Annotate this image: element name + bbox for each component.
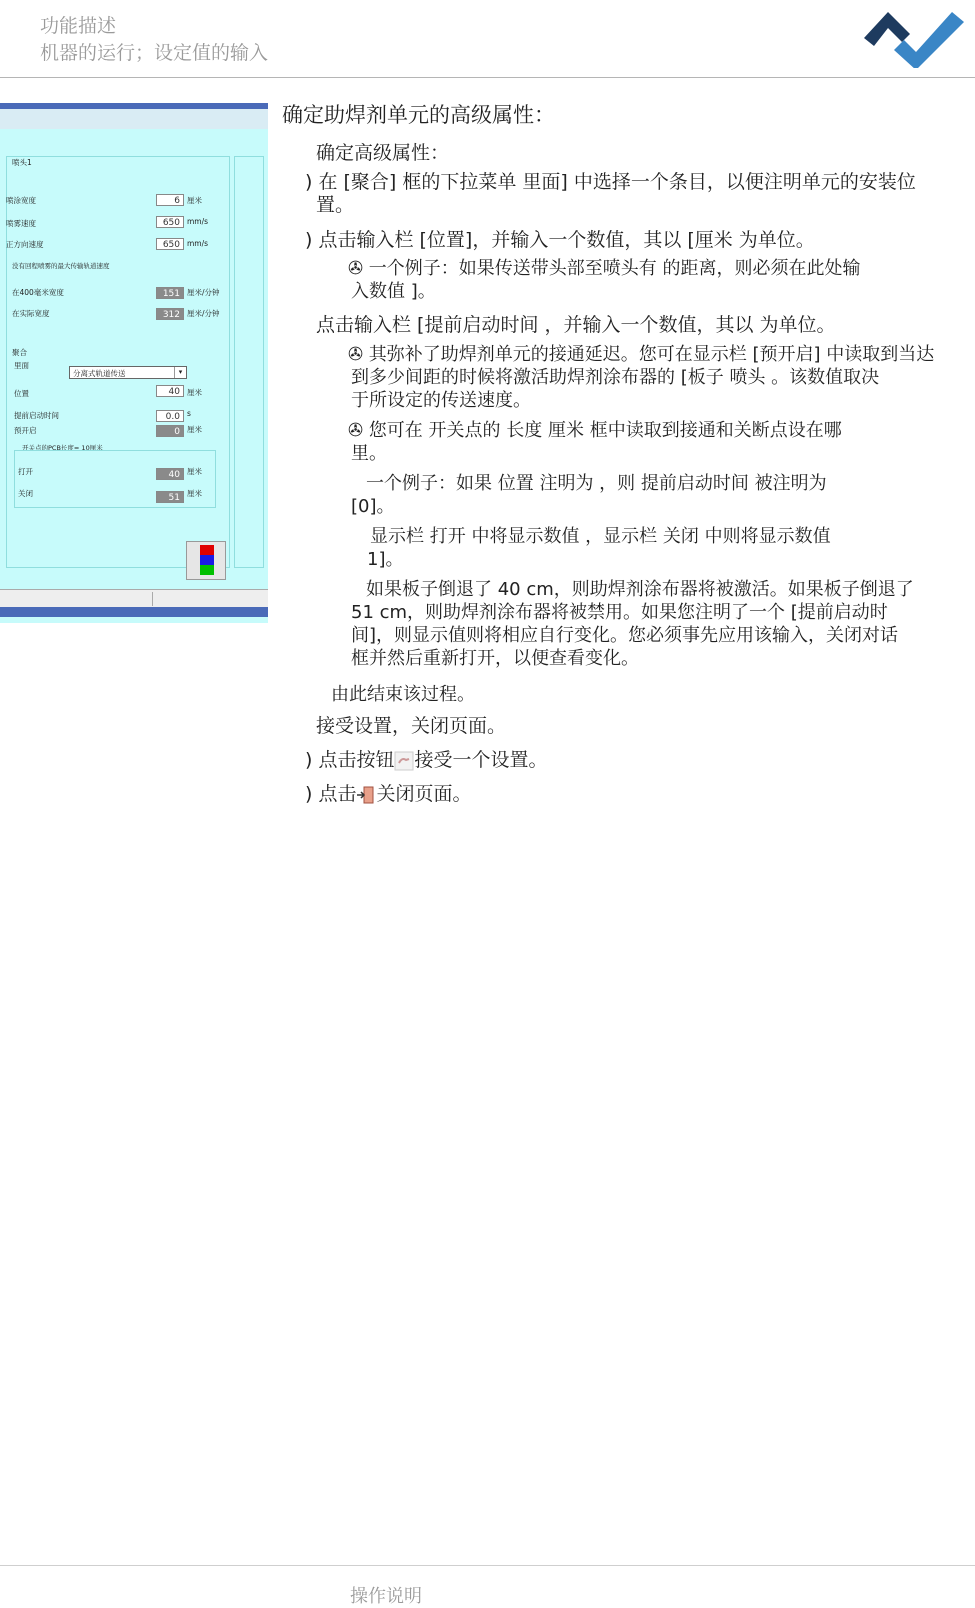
- blue-indicator: [200, 555, 214, 565]
- color-indicator-button[interactable]: [186, 541, 226, 580]
- close-unit: 厘米: [187, 489, 202, 498]
- preopen-value: 0: [156, 425, 184, 437]
- close-value: 51: [156, 491, 184, 503]
- close-label: 关闭: [18, 489, 33, 498]
- preopen-time-input[interactable]: 0.0: [156, 410, 184, 422]
- step-close-prefix: ) 点击: [305, 783, 357, 805]
- step-accept-prefix: ) 点击按钮: [305, 749, 395, 771]
- preopen-label: 预开启: [14, 426, 37, 435]
- step-1-line-1: ) 在 [聚合] 框的下拉菜单 里面] 中选择一个条目，以便注明单元的安装位: [305, 171, 916, 193]
- cross-speed-unit: mm/s: [187, 239, 209, 248]
- preopen-time-unit: s: [187, 409, 191, 418]
- open-value: 40: [156, 468, 184, 480]
- switch-point-label: 开关点的PCB长度= 10厘米: [22, 444, 103, 452]
- spray-width-input[interactable]: 6: [156, 194, 184, 206]
- max-speed-label: 没有回程喷雾的最大传输轨道速度: [12, 262, 110, 270]
- position-unit: 厘米: [187, 388, 202, 397]
- accept-hand-icon[interactable]: [394, 751, 414, 771]
- example-line-2: [0]。: [351, 496, 395, 517]
- merge-dropdown-value: 分离式轨道传送: [73, 369, 126, 378]
- position-label: 位置: [14, 389, 29, 398]
- merge-dropdown[interactable]: [69, 366, 187, 379]
- note-1-line-1: ✇ 一个例子：如果传送带头部至喷头有 的距离，则必须在此处输: [348, 258, 861, 279]
- display-line-2: 1]。: [367, 549, 404, 570]
- sub-heading: 确定高级属性：: [316, 142, 450, 164]
- note-2-line-1: ✇ 其弥补了助焊剂单元的接通延迟。您可在显示栏 [预开启] 中读取到当达: [348, 344, 935, 365]
- footer-divider: [0, 1565, 975, 1566]
- step-accept-suffix: 接受一个设置。: [414, 749, 548, 771]
- switch-point-group: [14, 450, 216, 508]
- open-label: 打开: [18, 467, 33, 476]
- exit-door-icon[interactable]: [356, 785, 376, 805]
- dialog-status-bar: [0, 589, 268, 608]
- spray-speed-label: 喷雾速度: [6, 219, 36, 228]
- cross-speed-label: 正方向速度: [6, 240, 44, 249]
- header-section: 机器的运行；设定值的输入: [40, 42, 269, 64]
- flux-unit-settings-screenshot: [0, 103, 268, 623]
- section-heading: 确定助焊剂单元的高级属性：: [282, 103, 555, 127]
- at400-unit: 厘米/分钟: [187, 288, 220, 297]
- spray-width-unit: 厘米: [187, 196, 202, 205]
- actual-width-label: 在实际宽度: [12, 309, 50, 318]
- backward-line-4: 框并然后重新打开，以便查看变化。: [351, 648, 639, 669]
- procedure-end: 由此结束该过程。: [331, 684, 475, 705]
- dialog-bottom-bar: [0, 607, 268, 617]
- cross-speed-input[interactable]: 650: [156, 238, 184, 250]
- side-group: [234, 156, 264, 568]
- note-3-line-1: ✇ 您可在 开关点的 长度 厘米 框中读取到接通和关断点设在哪: [348, 420, 842, 441]
- at400-label: 在400毫米宽度: [12, 288, 64, 297]
- step-1-line-2: 置。: [316, 194, 355, 216]
- note-2-line-3: 于所设定的传送速度。: [351, 390, 531, 411]
- spray-speed-input[interactable]: 650: [156, 216, 184, 228]
- accept-heading: 接受设置，关闭页面。: [316, 715, 507, 737]
- red-indicator: [200, 545, 214, 555]
- open-unit: 厘米: [187, 467, 202, 476]
- step-3: 点击输入栏 [提前启动时间 ，并输入一个数值，其以 为单位。: [316, 314, 836, 336]
- backward-line-3: 间]，则显示值则将相应自行变化。您必须事先应用该输入，关闭对话: [351, 625, 899, 646]
- step-close-suffix: 关闭页面。: [376, 783, 472, 805]
- inside-label: 里面: [14, 361, 29, 370]
- merge-label: 聚合: [12, 348, 27, 357]
- dialog-toolbar: [0, 109, 268, 129]
- chevron-down-icon[interactable]: ▾: [174, 367, 186, 378]
- backward-line-1: 如果板子倒退了 40 cm，则助焊剂涂布器将被激活。如果板子倒退了: [366, 579, 914, 600]
- note-3-line-2: 里。: [351, 443, 387, 464]
- footer-title: 操作说明: [350, 1586, 422, 1607]
- preopen-time-label: 提前启动时间: [14, 411, 59, 420]
- display-line-1: 显示栏 打开 中将显示数值 ，显示栏 关闭 中则将显示数值: [370, 526, 831, 547]
- header-divider: [0, 77, 975, 78]
- green-indicator: [200, 565, 214, 575]
- step-accept: [305, 749, 547, 772]
- nozzle-group-title: 喷头1: [12, 158, 32, 167]
- note-2-line-2: 到多少间距的时候将激活助焊剂涂布器的 [板子 喷头 。该数值取决: [351, 367, 880, 388]
- note-1-line-2: 入数值 ]。: [351, 281, 436, 302]
- header-chapter: 功能描述: [40, 15, 117, 37]
- actual-width-value: 312: [156, 308, 184, 320]
- step-close: [305, 783, 471, 806]
- example-line-1: 一个例子：如果 位置 注明为 ，则 提前启动时间 被注明为: [366, 473, 827, 494]
- backward-line-2: 51 cm，则助焊剂涂布器将被禁用。如果您注明了一个 [提前启动时: [351, 602, 888, 623]
- actual-width-unit: 厘米/分钟: [187, 309, 220, 318]
- spray-speed-unit: mm/s: [187, 217, 209, 226]
- step-2: ) 点击输入栏 [位置]，并输入一个数值，其以 [厘米 为单位。: [305, 229, 815, 251]
- at400-value: 151: [156, 287, 184, 299]
- position-input[interactable]: 40: [156, 385, 184, 397]
- preopen-unit: 厘米: [187, 425, 202, 434]
- company-logo: [864, 4, 970, 68]
- spray-width-label: 喷涂宽度: [6, 196, 36, 205]
